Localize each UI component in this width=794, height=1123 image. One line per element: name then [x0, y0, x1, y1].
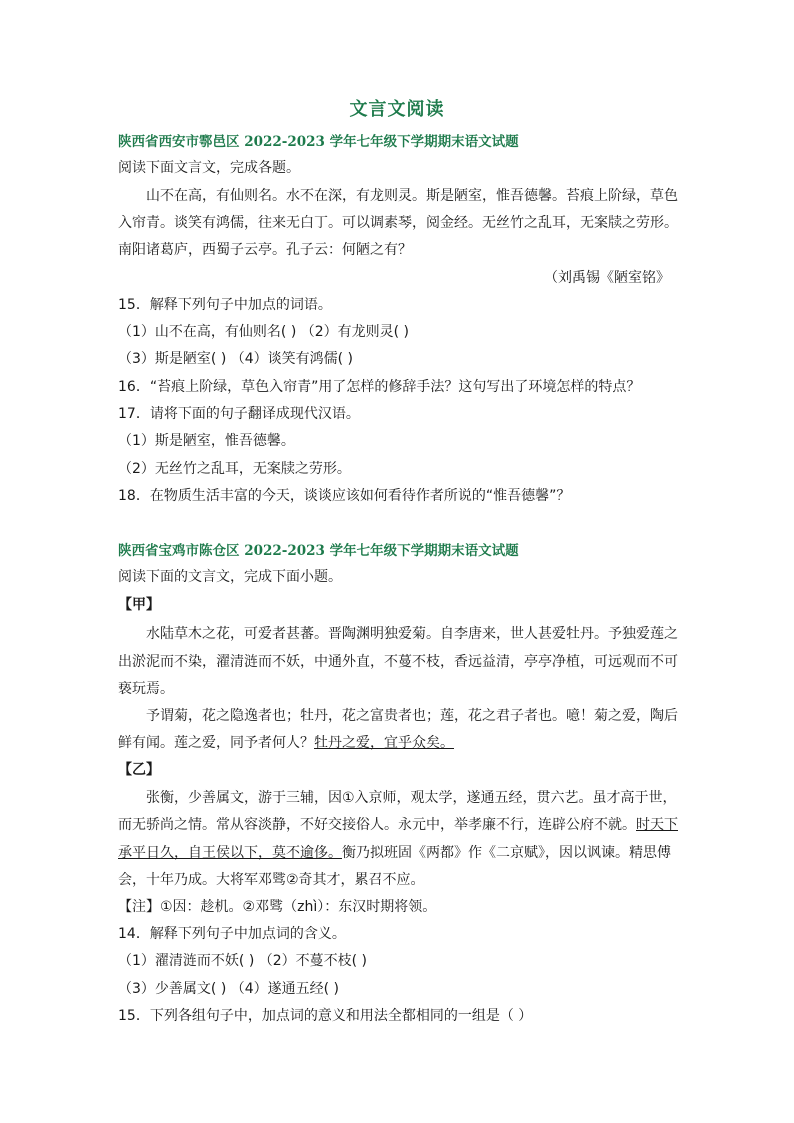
passage-yi-label: 【乙】	[118, 762, 160, 778]
passage-jia-label: 【甲】	[118, 597, 160, 613]
section1-question: （1）山不在高，有仙则名( ) （2）有龙则灵( )	[118, 324, 410, 340]
section1-question: （2）无丝竹之乱耳，无案牍之劳形。	[118, 461, 351, 477]
passage-yi-line	[118, 815, 678, 835]
passage-jia-line	[118, 733, 454, 753]
section1-passage-line: 入帘青。谈笑有鸿儒，往来无白丁。可以调素琴，阅金经。无丝竹之乱耳，无案牍之劳形。	[118, 215, 678, 231]
section1-passage-line: 南阳诸葛庐，西蜀子云亭。孔子云：何陋之有？	[118, 242, 412, 258]
section2-intro: 阅读下面的文言文，完成下面小题。	[118, 569, 342, 585]
section1-question: 16．“苔痕上阶绿，草色入帘青”用了怎样的修辞手法？这句写出了环境怎样的特点？	[118, 379, 641, 395]
page-title: 文言文阅读	[349, 99, 445, 120]
section2-question: 14．解释下列句子中加点词的含义。	[118, 926, 346, 942]
section1-attribution: （刘禹锡《陋室铭》	[544, 270, 670, 286]
passage-yi-line: 张衡，少善属文，游于三辅，因①入京师，观太学，遂通五经，贯六艺。虽才高于世，	[146, 790, 677, 806]
section1-question: （3）斯是陋室( ) （4）谈笑有鸿儒( )	[118, 351, 354, 367]
section2-question: （3）少善属文( ) （4）遂通五经( )	[118, 981, 340, 997]
underlined-sentence: 时天下	[636, 817, 678, 833]
section1-passage-line: 山不在高，有仙则名。水不在深，有龙则灵。斯是陋室，惟吾德馨。苔痕上阶绿，草色	[146, 188, 678, 204]
passage-jia-line: 水陆草木之花，可爱者甚蕃。晋陶渊明独爱菊。自李唐来，世人甚爱牡丹。予独爱莲之	[146, 626, 678, 642]
section1-intro: 阅读下面文言文，完成各题。	[118, 160, 300, 176]
section1-question: 17．请将下面的句子翻译成现代汉语。	[118, 406, 360, 422]
underlined-sentence: 承平日久，自王侯以下，莫不逾侈。	[118, 845, 342, 861]
section2-question: 15．下列各组句子中，加点词的意义和用法全都相同的一组是（ ）	[118, 1008, 533, 1024]
section2-source: 陕西省宝鸡市陈仓区 2022-2023 学年七年级下学期期末语文试题	[118, 543, 519, 559]
section1-question: （1）斯是陋室，惟吾德馨。	[118, 433, 295, 449]
passage-yi-text: 衡乃拟班固《两都》作《二京赋》，因以讽谏。精思傅	[342, 845, 671, 861]
section1-source: 陕西省西安市鄠邑区 2022-2023 学年七年级下学期期末语文试题	[118, 134, 519, 150]
section2-question: （1）濯清涟而不妖( ) （2）不蔓不枝( )	[118, 953, 368, 969]
passage-yi-line	[118, 843, 671, 863]
passage-jia-line: 亵玩焉。	[118, 681, 174, 697]
annotation-note: 【注】①因：趁机。②邓骘（zhì）：东汉时期将领。	[118, 899, 437, 915]
section1-question: 15．解释下列句子中加点的词语。	[118, 297, 332, 313]
passage-yi-text: 而无骄尚之情。常从容淡静，不好交接俗人。永元中，举孝廉不行，连辟公府不就。	[118, 817, 636, 833]
passage-jia-line: 予谓菊，花之隐逸者也；牡丹，花之富贵者也；莲，花之君子者也。噫！菊之爱，陶后	[146, 708, 678, 724]
underlined-sentence: 牡丹之爱，宜乎众矣。	[314, 735, 454, 751]
section1-question: 18．在物质生活丰富的今天，谈谈应该如何看待作者所说的“惟吾德馨”？	[118, 488, 571, 504]
passage-jia-line: 出淤泥而不染，濯清涟而不妖，中通外直，不蔓不枝，香远益清，亭亭净植，可远观而不可	[118, 654, 678, 670]
passage-yi-line: 会，十年乃成。大将军邓骘②奇其才，累召不应。	[118, 872, 425, 888]
passage-jia-text: 鲜有闻。莲之爱，同予者何人？	[118, 735, 314, 751]
